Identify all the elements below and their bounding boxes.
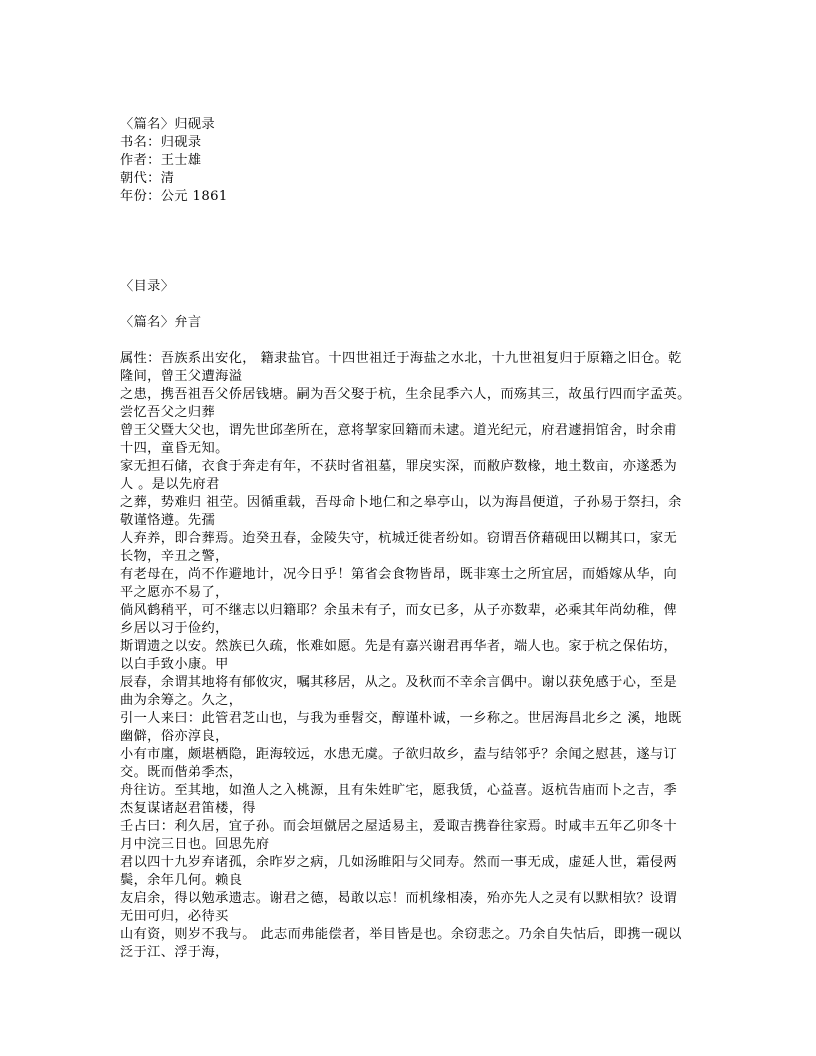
spacer	[120, 260, 712, 278]
body-line: 十四，童昏无知。	[120, 441, 229, 456]
title-tag: 〈篇名〉归砚录	[120, 117, 216, 132]
body-line: 乡居以习于俭约，	[120, 621, 229, 636]
spacer	[120, 296, 712, 314]
body-line: 人弃养，即合葬焉。迨癸丑春，金陵失守，杭城迁徙者纷如。窃谓吾侪藉砚田以糊其口，家无	[120, 531, 678, 546]
body-line: 以白手致小康。甲	[120, 657, 229, 672]
body-line: 舟往访。至其地，如渔人之入桃源，且有朱姓旷宅，愿我赁，心益喜。返杭告庙而卜之吉，季	[120, 783, 678, 798]
body-line: 辰春，余谓其地将有郁攸灾，嘱其移居，从之。及秋而不幸余言偶中。谢以获免感于心，至是	[120, 675, 678, 690]
body-text	[120, 350, 712, 962]
body-line: 鬓，余年几何。赖良	[120, 873, 243, 888]
document-page	[120, 116, 712, 962]
body-line: 曾王父暨大父也，谓先世邱垄所在，意将挈家回籍而未逮。道光纪元，府君遽捐馆舍，时余甫	[120, 423, 678, 438]
dynasty: 朝代：清	[120, 171, 175, 186]
body-line: 曲为余筹之。久之，	[120, 693, 243, 708]
body-line: 敬谨恪遵。先孺	[120, 513, 216, 528]
spacer	[120, 332, 712, 350]
chapter-tag: 〈篇名〉弁言	[120, 315, 202, 330]
body-line: 之患，携吾祖吾父侨居钱塘。嗣为吾父娶于杭，生余昆季六人，而殇其三，故虽行四而字孟英。	[120, 387, 691, 402]
body-line: 平之愿亦不易了，	[120, 585, 229, 600]
body-line: 交。既而偕弟季杰，	[120, 765, 243, 780]
body-line: 小有市廛，颇堪栖隐，距海较远，水患无虞。子欲归故乡，盍与结邻乎？余闻之慰甚，遂与订	[120, 747, 678, 762]
body-line: 隆间，曾王父遭海溢	[120, 369, 243, 384]
body-line: 之葬，势难归 祖茔。因循重载，吾母命卜地仁和之皋亭山，以为海昌便道，子孙易于祭扫，余	[120, 495, 682, 510]
body-line: 倘风鹤稍平，可不继志以归籍耶？余虽未有子，而女已多，从子亦数辈，必乘其年尚幼稚，俾	[120, 603, 678, 618]
body-line: 有老母在，尚不作避地计，况今日乎！第省会食物皆昂，既非寒士之所宜居，而婚嫁从华，向	[120, 567, 678, 582]
toc-tag: 〈目录〉	[120, 279, 175, 294]
body-line: 无田可归，必待买	[120, 909, 229, 924]
body-line: 斯谓遗之以安。然族已久疏，怅难如愿。先是有嘉兴谢君再华者，端人也。家于杭之保佑坊，	[120, 639, 678, 654]
body-line: 属性：吾族系出安化， 籍隶盐官。十四世祖迁于海盐之水北，十九世祖复归于原籍之旧仓。乾	[120, 351, 682, 366]
body-line: 引一人来曰：此管君芝山也，与我为垂髫交，醇谨朴诚，一乡称之。世居海昌北乡之 溪，地既	[120, 711, 682, 726]
body-line: 月中浣三日也。回思先府	[120, 837, 270, 852]
body-line: 山有资，则岁不我与。 此志而弗能偿者，举目皆是也。余窃悲之。乃余自失怙后，即携一砚以	[120, 927, 682, 942]
body-line: 人 。是以先府君	[120, 477, 220, 492]
book-name: 书名：归砚录	[120, 135, 202, 150]
body-line: 友启余，得以勉承遗志。谢君之德，曷敢以忘！而机缘相凑，殆亦先人之灵有以默相欤？设谓	[120, 891, 678, 906]
body-line: 幽僻，俗亦淳良，	[120, 729, 229, 744]
year: 年份：公元 1861	[120, 189, 228, 204]
body-line: 壬占曰：利久居，宜子孙。而会垣僦居之屋适易主，爰诹吉携眷往家焉。时咸丰五年乙卯冬十	[120, 819, 678, 834]
spacer	[120, 206, 712, 260]
body-line: 君以四十九岁弃诸孤，余昨岁之病，几如汤睢阳与父同寿。然而一事无成，虚延人世，霜侵两	[120, 855, 678, 870]
body-line: 泛于江、浮于海，	[120, 945, 229, 960]
body-line: 长物，辛丑之警，	[120, 549, 229, 564]
body-line: 家无担石储，衣食于奔走有年，不获时省祖墓，罪戾实深，而敝庐数椽，地土数亩，亦遂悉为	[120, 459, 678, 474]
author: 作者：王士雄	[120, 153, 202, 168]
body-line: 杰复谋诸赵君笛楼，得	[120, 801, 256, 816]
body-line: 尝忆吾父之归葬	[120, 405, 216, 420]
